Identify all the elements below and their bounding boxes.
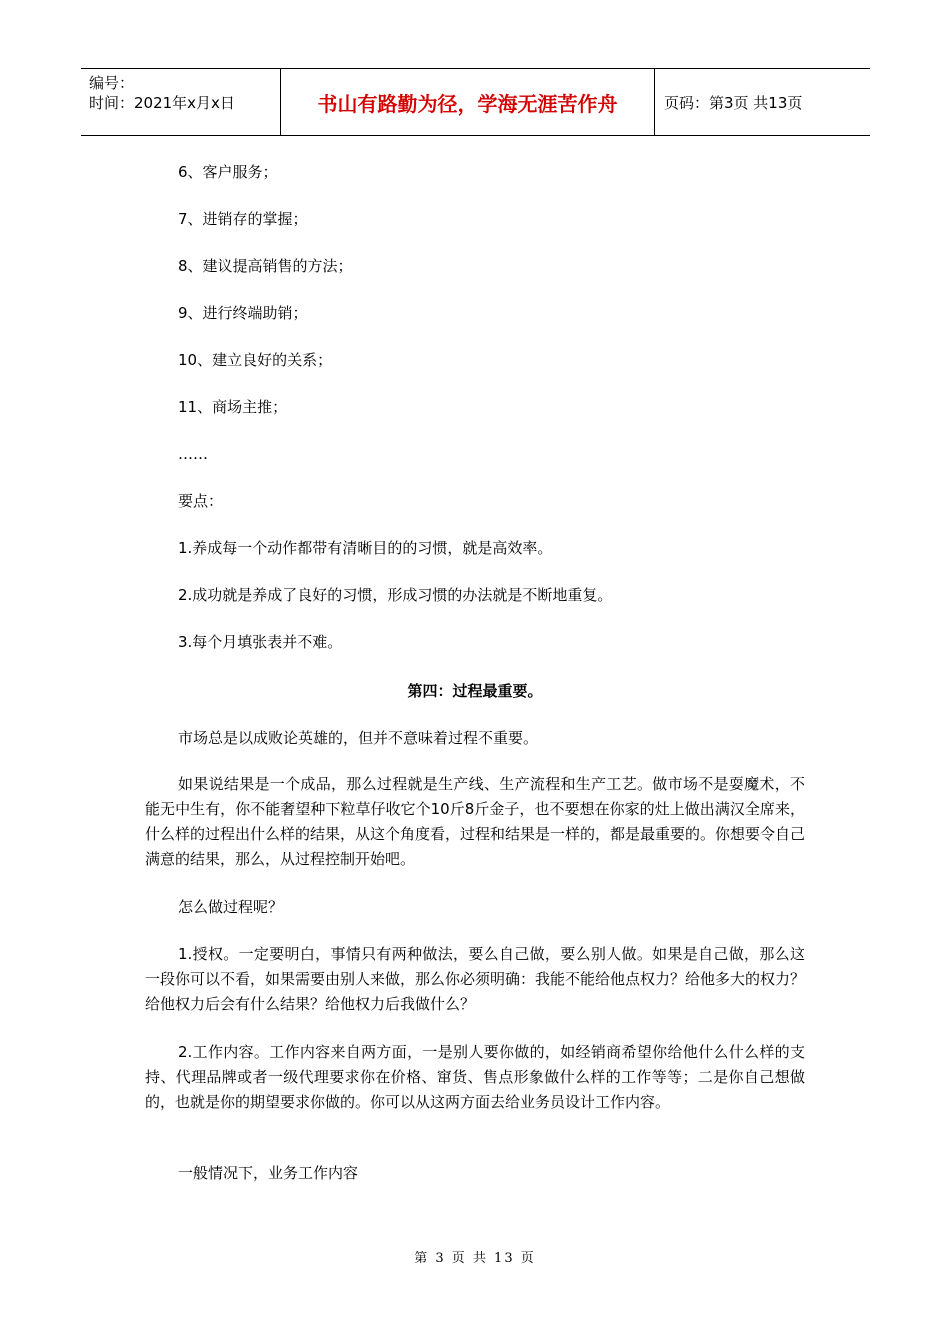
header-page-info: 页码：第3页 共13页	[664, 93, 803, 112]
key-point: 1.养成每一个动作都带有清晰目的的习惯，就是高效率。	[178, 539, 553, 557]
list-item: 8、建议提高销售的方法；	[178, 257, 353, 275]
key-point: 3.每个月填张表并不难。	[178, 633, 343, 651]
ellipsis: ……	[178, 445, 208, 463]
paragraph: 一般情况下，业务工作内容	[178, 1164, 359, 1182]
paragraph: 市场总是以成败论英雄的，但并不意味着过程不重要。	[178, 729, 539, 747]
list-item: 7、进销存的掌握；	[178, 210, 308, 228]
list-item: 11、商场主推；	[178, 398, 288, 416]
section-heading: 第四：过程最重要。	[407, 682, 543, 700]
document-number-label: 编号：	[89, 74, 135, 92]
paragraph: 1.授权。一定要明白，事情只有两种做法，要么自己做，要么别人做。如果是自己做，那么这一段你可以不看，如果需要由别人来做，那么你必须明确：我能不能给他点权力？给他多大的权力？给他权力后会有什么结果？给他权力后我做什么？	[145, 945, 806, 1013]
paragraph: 如果说结果是一个成品，那么过程就是生产线、生产流程和生产工艺。做市场不是耍魔术，不能无中生有，你不能奢望种下粒草仔收它个10斤8斤金子，也不要想在你家的灶上做出满汉全席来，什么样的过程出什么样的结果，从这个角度看，过程和结果是一样的，都是最重要的。你想要令自己满意的结果，那么，从过程控制开始吧。	[145, 775, 806, 868]
header-meta	[81, 69, 281, 135]
key-points-label: 要点：	[178, 492, 224, 510]
list-item: 6、客户服务；	[178, 163, 278, 181]
page-header	[81, 68, 870, 136]
list-item: 10、建立良好的关系；	[178, 351, 333, 369]
key-point: 2.成功就是养成了良好的习惯，形成习惯的办法就是不断地重复。	[178, 586, 613, 604]
paragraph: 2.工作内容。工作内容来自两方面，一是别人要你做的，如经销商希望你给他什么什么样的支持、代理品牌或者一级代理要求你在价格、窜货、售点形象做什么样的工作等等；二是你自己想做的，也就是你的期望要求你做的。你可以从这两方面去给业务员设计工作内容。	[145, 1043, 805, 1111]
paragraph: 怎么做过程呢？	[178, 898, 284, 916]
list-item: 9、进行终端助销；	[178, 304, 308, 322]
document-date: 时间：2021年x月x日	[89, 94, 235, 112]
header-motto: 书山有路勤为径，学海无涯苦作舟	[281, 69, 655, 135]
page-footer: 第 3 页 共 13 页	[414, 1251, 536, 1266]
